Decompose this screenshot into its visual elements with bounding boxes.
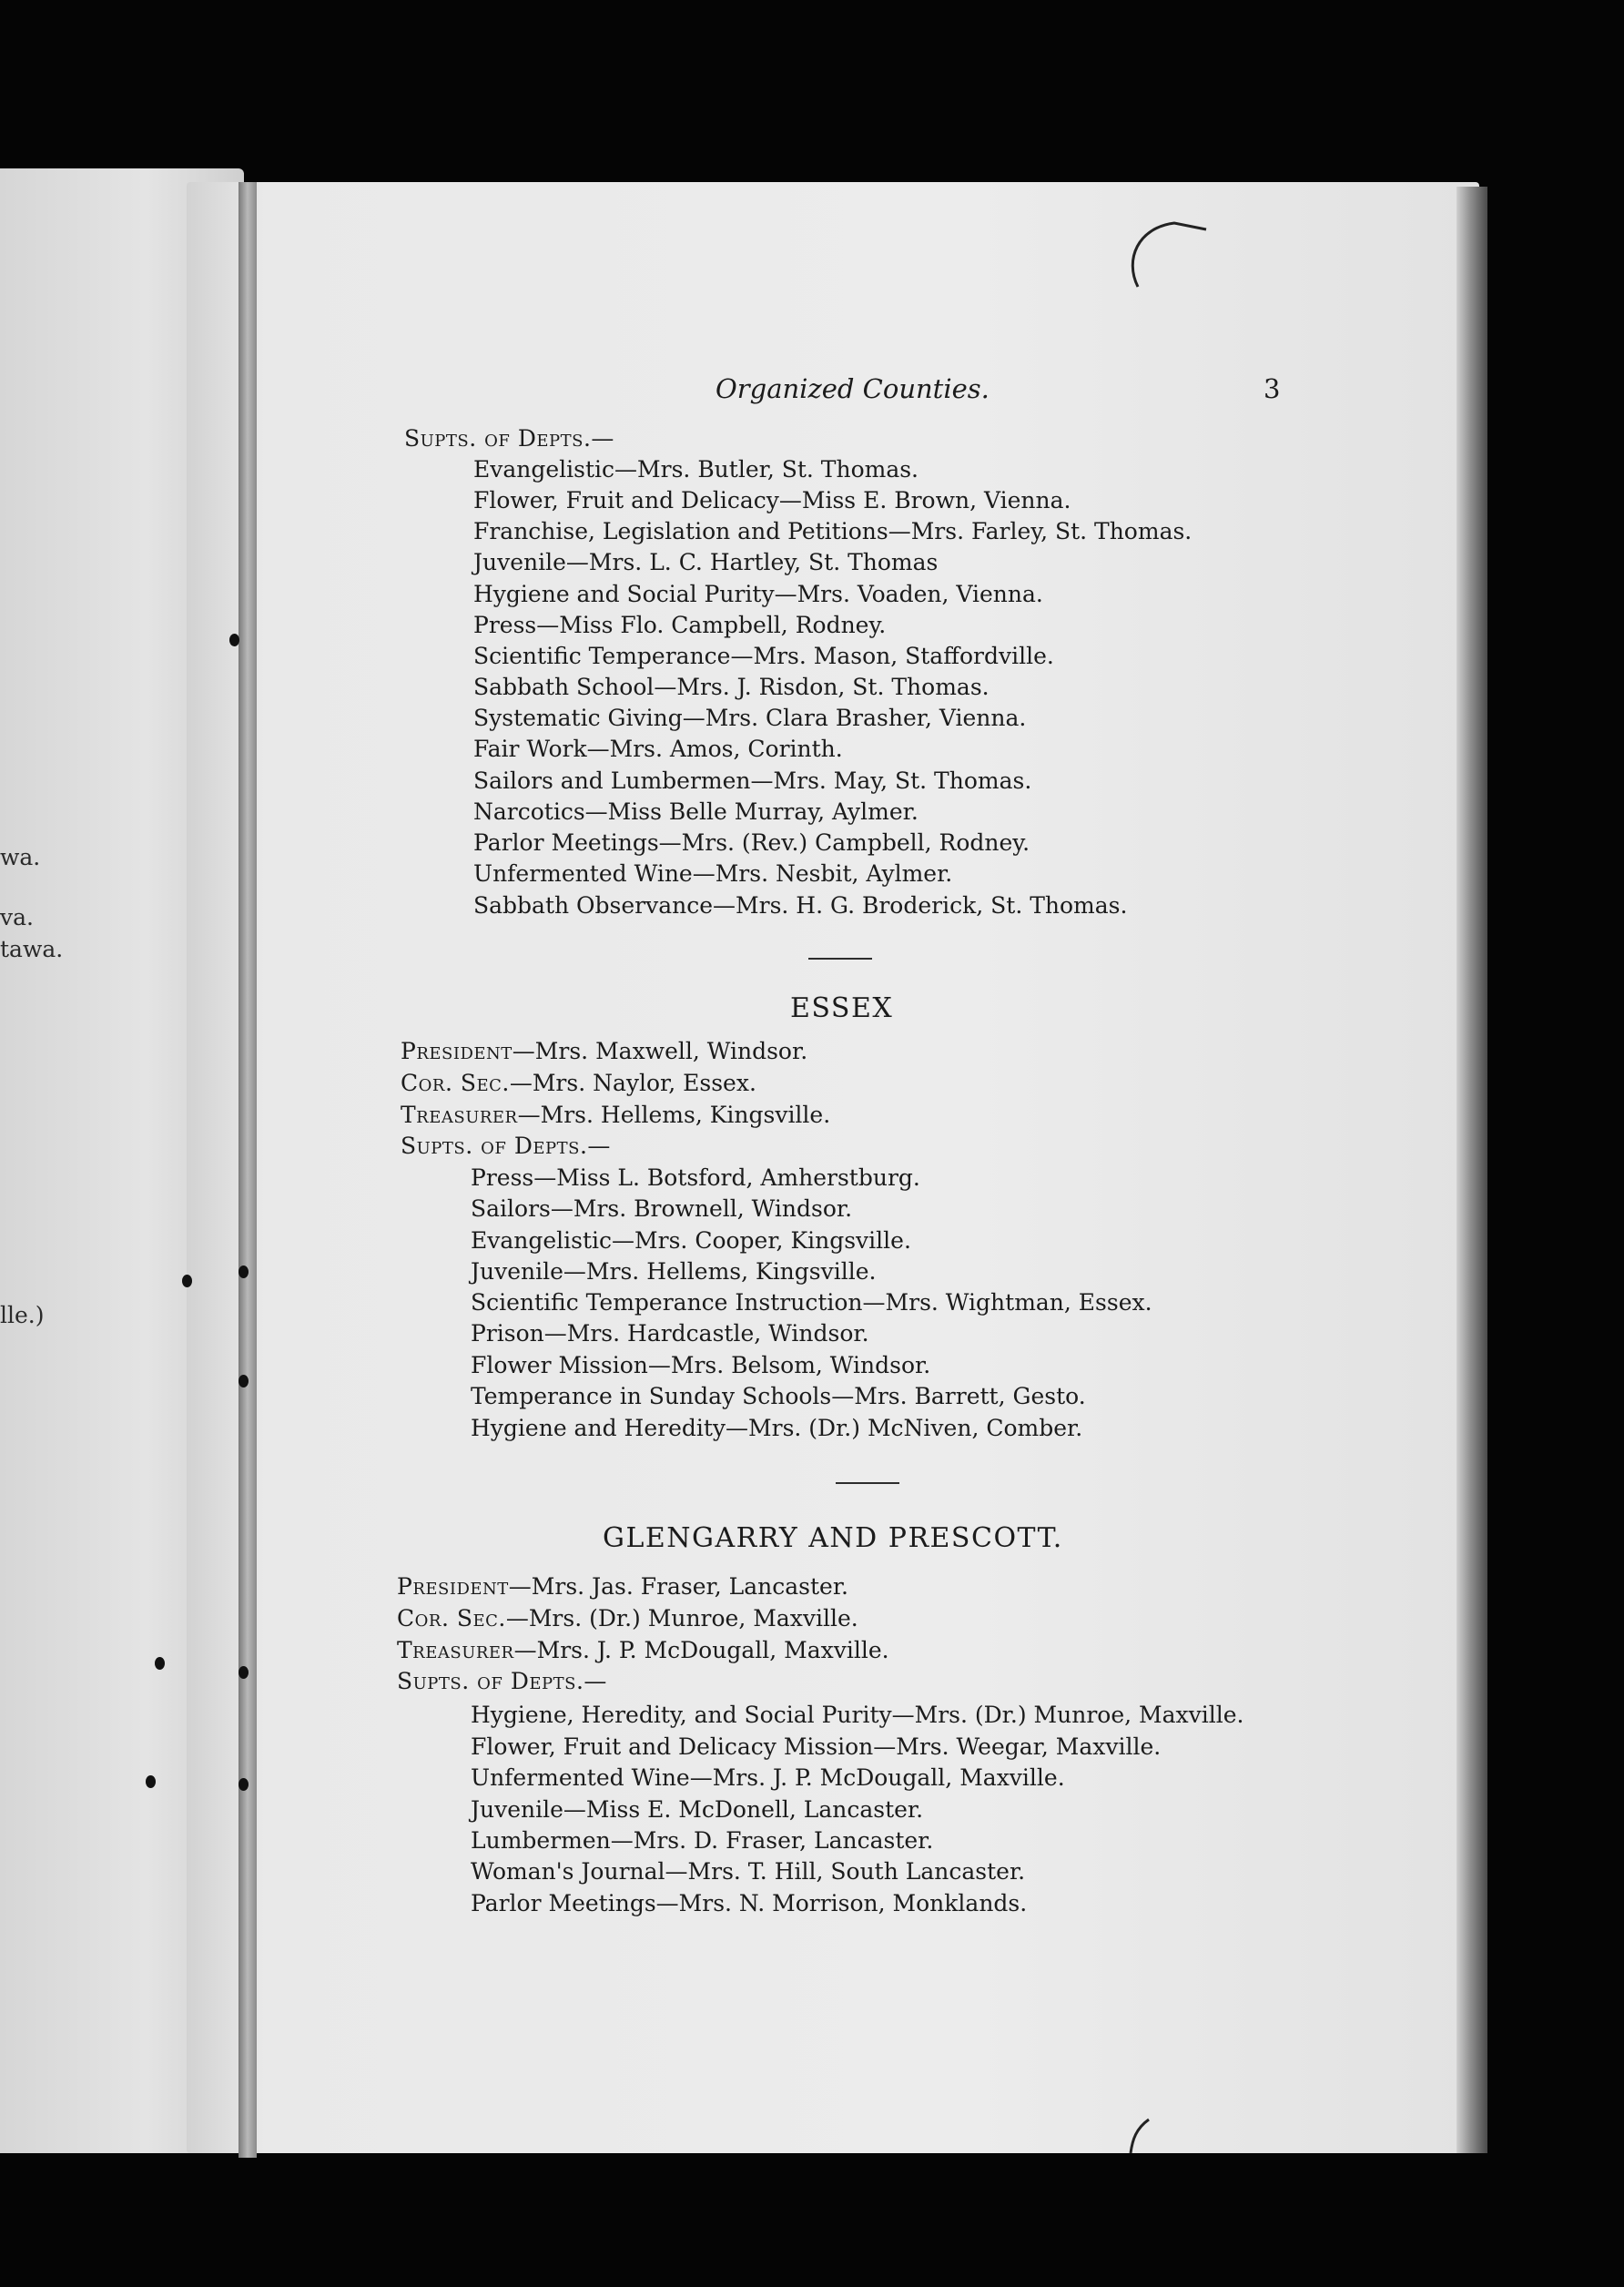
officer-line: [397, 1639, 889, 1662]
list-item: Franchise, Legislation and Petitions—Mrs. Farley, St. Thomas.: [473, 518, 1193, 544]
officer-role: President: [397, 1573, 509, 1600]
officer-role: Cor. Sec.: [401, 1070, 510, 1096]
list-item: Juvenile—Mrs. L. C. Hartley, St. Thomas: [473, 549, 939, 575]
left-page-fragment: wa.: [0, 844, 41, 870]
list-item: Sailors—Mrs. Brownell, Windsor.: [471, 1195, 853, 1222]
list-item: Juvenile—Miss E. McDonell, Lancaster.: [471, 1796, 924, 1823]
section-divider: [808, 958, 872, 960]
officer-line: [401, 1040, 807, 1062]
officer-role: President: [401, 1038, 513, 1064]
officer-line: [401, 1103, 830, 1126]
left-page-fragment: lle.): [0, 1302, 45, 1328]
list-item: Hygiene, Heredity, and Social Purity—Mrs. (Dr.) Munroe, Maxville.: [471, 1702, 1244, 1728]
list-item: Parlor Meetings—Mrs. N. Morrison, Monklands.: [471, 1890, 1028, 1916]
officer-line: [397, 1607, 858, 1630]
left-page-fragment: va.: [0, 904, 34, 930]
list-item: Hygiene and Social Purity—Mrs. Voaden, Vienna.: [473, 581, 1043, 607]
supts-label: Supts. of Depts.—: [397, 1668, 607, 1694]
page-number: 3: [1264, 373, 1281, 404]
list-item: Unfermented Wine—Mrs. J. P. McDougall, Maxville.: [471, 1764, 1065, 1791]
list-item: Sabbath School—Mrs. J. Risdon, St. Thomas.: [473, 674, 990, 700]
officer-name: —Mrs. (Dr.) Munroe, Maxville.: [505, 1605, 858, 1631]
officer-name: —Mrs. Maxwell, Windsor.: [512, 1038, 808, 1064]
list-item: Evangelistic—Mrs. Butler, St. Thomas.: [473, 456, 919, 483]
list-item: Systematic Giving—Mrs. Clara Brasher, Vienna.: [473, 705, 1027, 731]
list-item: Sabbath Observance—Mrs. H. G. Broderick, St. Thomas.: [473, 892, 1128, 919]
list-item: Juvenile—Mrs. Hellems, Kingsville.: [471, 1258, 877, 1285]
officer-line: [401, 1072, 756, 1094]
supts-label: Supts. of Depts.—: [401, 1133, 611, 1159]
section-title-essex: ESSEX: [790, 992, 894, 1024]
list-item: Fair Work—Mrs. Amos, Corinth.: [473, 736, 843, 762]
list-item: Scientific Temperance Instruction—Mrs. Wightman, Essex.: [471, 1289, 1152, 1316]
officer-name: —Mrs. Hellems, Kingsville.: [517, 1102, 831, 1128]
list-item: Evangelistic—Mrs. Cooper, Kingsville.: [471, 1227, 911, 1254]
section-title-glengarry: GLENGARRY AND PRESCOTT.: [603, 1522, 1063, 1554]
list-item: Temperance in Sunday Schools—Mrs. Barrett, Gesto.: [471, 1383, 1086, 1409]
supts-label: Supts. of Depts.—: [404, 425, 614, 452]
list-item: Parlor Meetings—Mrs. (Rev.) Campbell, Rodney.: [473, 829, 1030, 856]
list-item: Press—Miss L. Botsford, Amherstburg.: [471, 1164, 920, 1191]
left-page-fragment: tawa.: [0, 936, 64, 962]
officer-role: Cor. Sec.: [397, 1605, 506, 1631]
running-head: Organized Counties.: [716, 373, 990, 404]
list-item: Scientific Temperance—Mrs. Mason, Staffordville.: [473, 643, 1054, 669]
list-item: Flower Mission—Mrs. Belsom, Windsor.: [471, 1352, 931, 1378]
list-item: Lumbermen—Mrs. D. Fraser, Lancaster.: [471, 1827, 934, 1854]
officer-role: Treasurer: [401, 1102, 518, 1128]
officer-role: Treasurer: [397, 1637, 514, 1663]
list-item: Prison—Mrs. Hardcastle, Windsor.: [471, 1320, 869, 1347]
list-item: Woman's Journal—Mrs. T. Hill, South Lancaster.: [471, 1858, 1026, 1885]
officer-name: —Mrs. Jas. Fraser, Lancaster.: [508, 1573, 848, 1600]
officer-name: —Mrs. J. P. McDougall, Maxville.: [513, 1637, 889, 1663]
officer-name: —Mrs. Naylor, Essex.: [509, 1070, 756, 1096]
list-item: Sailors and Lumbermen—Mrs. May, St. Thomas.: [473, 767, 1032, 794]
list-item: Hygiene and Heredity—Mrs. (Dr.) McNiven, Comber.: [471, 1415, 1083, 1441]
section-divider: [836, 1482, 899, 1484]
list-item: Narcotics—Miss Belle Murray, Aylmer.: [473, 798, 919, 825]
list-item: Press—Miss Flo. Campbell, Rodney.: [473, 612, 887, 638]
list-item: Flower, Fruit and Delicacy—Miss E. Brown, Vienna.: [473, 487, 1071, 513]
officer-line: [397, 1575, 848, 1598]
list-item: Flower, Fruit and Delicacy Mission—Mrs. Weegar, Maxville.: [471, 1733, 1162, 1760]
list-item: Unfermented Wine—Mrs. Nesbit, Aylmer.: [473, 860, 953, 887]
